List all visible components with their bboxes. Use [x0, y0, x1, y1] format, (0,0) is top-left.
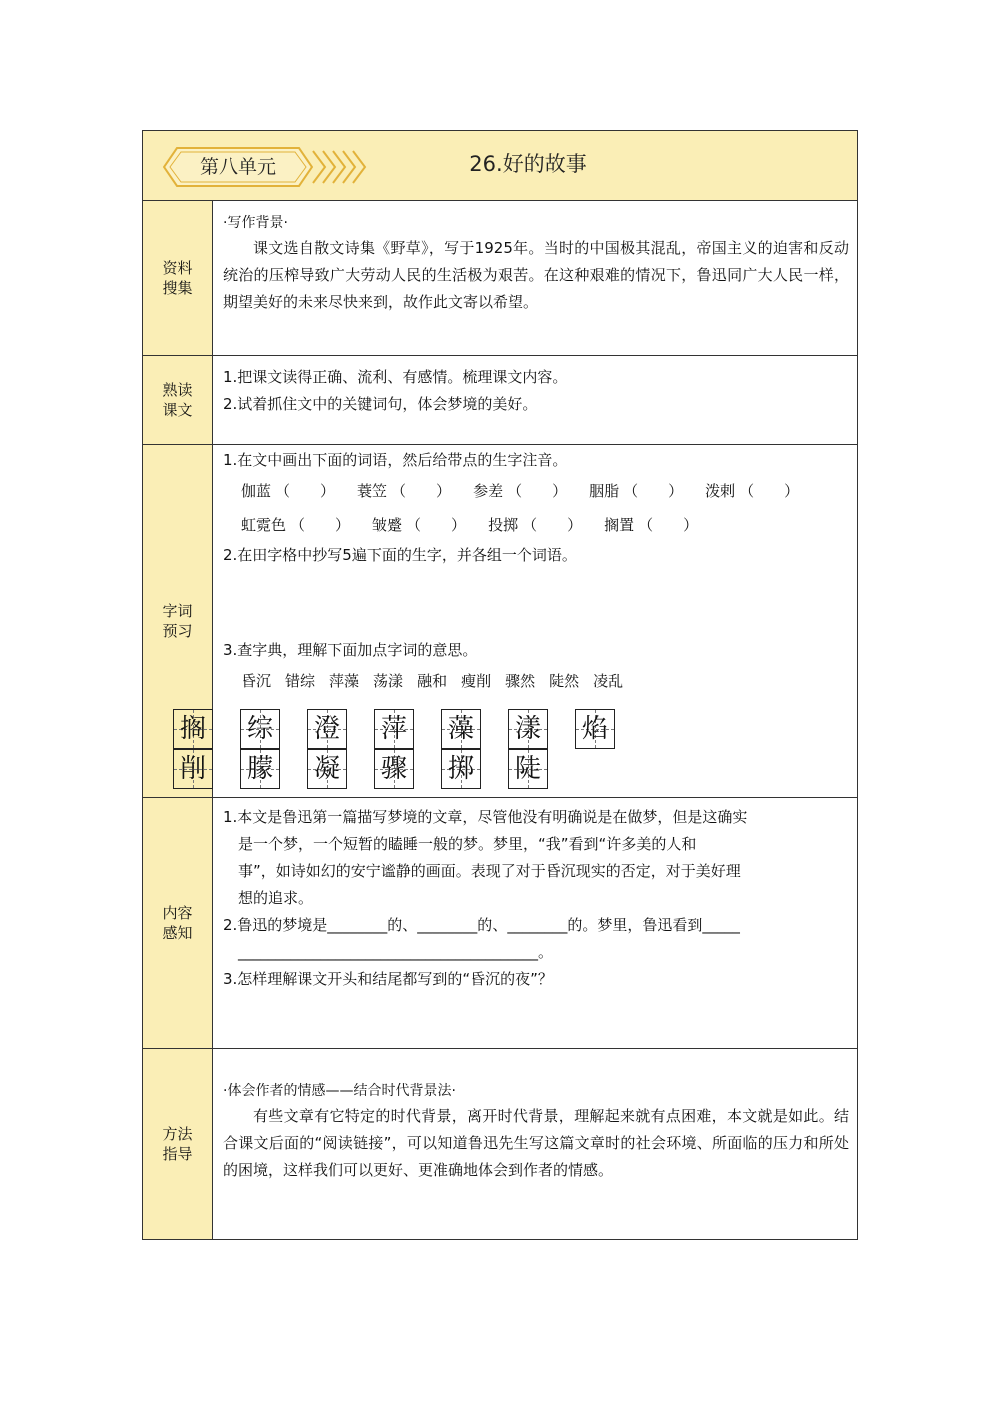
chevron-arrows-icon — [311, 149, 371, 185]
reading-item: 2.试着抓住文中的关键词句，体会梦境的美好。 — [223, 395, 538, 413]
grid-character: 藻 — [447, 714, 474, 744]
tian-grid-cell — [240, 709, 280, 749]
section-content-perception — [143, 798, 857, 1049]
grid-character: 凝 — [313, 754, 340, 784]
word-item: 皱蹙 （ ） — [372, 516, 467, 534]
section-content — [223, 364, 849, 418]
reading-item: 1.把课文读得正确、流利、有感情。梳理课文内容。 — [223, 368, 568, 386]
section-content — [223, 1069, 849, 1184]
grid-character: 搁 — [179, 714, 206, 744]
tian-grid-cell — [374, 749, 414, 789]
word-item: 虹霓色 （ ） — [241, 516, 351, 534]
word-item: 搁置 （ ） — [604, 516, 699, 534]
section-label: 内容感知 — [143, 798, 213, 1048]
grid-character: 陡 — [514, 754, 541, 784]
tian-grid-cell — [441, 709, 481, 749]
grid-character: 澄 — [313, 714, 340, 744]
words-question-3: 3.查字典，理解下面加点字词的意思。 — [223, 641, 478, 659]
grid-character: 削 — [179, 754, 206, 784]
tian-grid-row-1 — [173, 709, 642, 749]
words-row-2 — [241, 508, 849, 542]
word-item: 投掷 （ ） — [488, 516, 583, 534]
tian-grid-row-2 — [173, 749, 575, 789]
section-label: 资料搜集 — [143, 201, 213, 355]
content-line: 是一个梦，一个短暂的瞌睡一般的梦。梦里，“我”看到“许多美的人和 — [238, 835, 697, 853]
section-label: 方法指导 — [143, 1049, 213, 1239]
words-question-2: 2.在田字格中抄写5遍下面的生字，并各组一个词语。 — [223, 546, 577, 564]
word-item: 融和 — [417, 672, 448, 690]
word-item: 蓑笠 （ ） — [357, 482, 452, 500]
header-bar — [143, 131, 857, 201]
grid-character: 朦 — [246, 754, 273, 784]
section-heading: ·写作背景· — [223, 215, 288, 231]
content-line: 2.鲁迅的梦境是________的、________的、________的。梦里，鲁迅看到_____ — [223, 916, 740, 934]
section-heading: ·体会作者的情感——结合时代背景法· — [223, 1083, 456, 1099]
content-line: ________________________________________。 — [238, 943, 554, 961]
word-item: 萍藻 — [329, 672, 360, 690]
word-item: 凌乱 — [593, 672, 624, 690]
words-row-3 — [241, 664, 849, 698]
lesson-title: 26.好的故事 — [469, 152, 587, 176]
unit-badge — [163, 147, 313, 187]
tian-grid-cell — [441, 749, 481, 789]
word-item: 骤然 — [505, 672, 536, 690]
word-item: 瘦削 — [461, 672, 492, 690]
content-line: 3.怎样理解课文开头和结尾都写到的“昏沉的夜”？ — [223, 970, 553, 988]
background-text: 课文选自散文诗集《野草》，写于1925年。当时的中国极其混乱，帝国主义的迫害和反动统治的压榨导致广大劳动人民的生活极为艰苦。在这种艰难的情况下，鲁迅同广大人民一样，期望美好的未来尽快来到，故作此文寄以希望。 — [223, 239, 849, 311]
tian-grid-cell — [374, 709, 414, 749]
section-label: 熟读课文 — [143, 356, 213, 444]
section-content-2 — [223, 637, 849, 698]
grid-character: 骤 — [380, 754, 407, 784]
tian-grid-cell — [575, 709, 615, 749]
section-content — [223, 447, 849, 569]
word-item: 泼剌 （ ） — [705, 482, 800, 500]
grid-character: 萍 — [380, 714, 407, 744]
words-question-1: 1.在文中画出下面的词语，然后给带点的生字注音。 — [223, 451, 568, 469]
word-item: 陡然 — [549, 672, 580, 690]
word-item: 荡漾 — [373, 672, 404, 690]
tian-grid-cell — [173, 709, 213, 749]
section-label: 字词预习 — [143, 445, 213, 797]
grid-character: 掷 — [447, 754, 474, 784]
tian-grid-cell — [307, 749, 347, 789]
tian-grid-cell — [508, 749, 548, 789]
tian-grid-cell — [173, 749, 213, 789]
content-line: 事”，如诗如幻的安宁谧静的画面。表现了对于昏沉现实的否定，对于美好理 — [238, 862, 741, 880]
words-row-1 — [241, 474, 849, 508]
method-text: 有些文章有它特定的时代背景，离开时代背景，理解起来就有点困难，本文就是如此。结合课文后面的“阅读链接”，可以知道鲁迅先生写这篇文章时的社会环境、所面临的压力和所处的困境，这样我们可以更好、更准确地体会到作者的情感。 — [223, 1107, 849, 1179]
section-content — [223, 804, 849, 993]
unit-label: 第八单元 — [199, 156, 276, 178]
word-item: 伽蓝 （ ） — [241, 482, 336, 500]
grid-character: 漾 — [514, 714, 541, 744]
word-item: 昏沉 — [241, 672, 272, 690]
tian-grid-cell — [240, 749, 280, 789]
word-item: 错综 — [285, 672, 316, 690]
section-method — [143, 1049, 857, 1239]
grid-character: 综 — [246, 714, 273, 744]
section-words — [143, 445, 857, 798]
tian-grid-cell — [508, 709, 548, 749]
tian-grid-cell — [307, 709, 347, 749]
content-line: 1.本文是鲁迅第一篇描写梦境的文章，尽管他没有明确说是在做梦，但是这确实 — [223, 808, 748, 826]
grid-character: 焰 — [581, 714, 608, 744]
section-content — [223, 201, 849, 316]
section-reading — [143, 356, 857, 445]
worksheet — [142, 130, 858, 1240]
content-line: 想的追求。 — [238, 889, 314, 907]
section-background — [143, 201, 857, 356]
word-item: 胭脂 （ ） — [589, 482, 684, 500]
word-item: 参差 （ ） — [473, 482, 568, 500]
